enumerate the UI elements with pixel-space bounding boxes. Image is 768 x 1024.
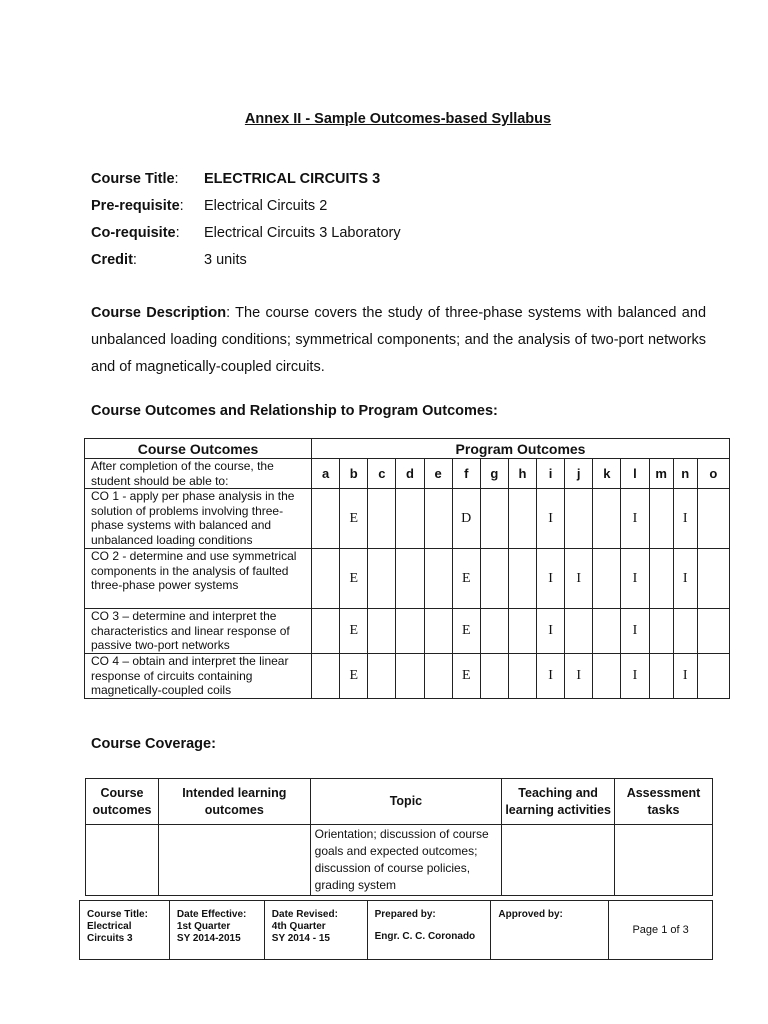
mark-cell [396, 489, 424, 549]
outcomes-intro: After completion of the course, the student should be able to: [85, 459, 312, 489]
letter-cell: c [368, 459, 396, 489]
coverage-cell [86, 825, 159, 896]
mark-cell [697, 489, 729, 549]
mark-cell [368, 549, 396, 609]
coverage-header-learning-outcomes: Intended learning outcomes [158, 779, 310, 825]
mark-cell [424, 609, 452, 654]
letter-cell: o [697, 459, 729, 489]
prerequisite-label: Pre-requisite: [91, 198, 184, 214]
course-outcome-text: CO 3 – determine and interpret the characteristics and linear response of passive two-port networks [85, 609, 312, 654]
coverage-cell [615, 825, 713, 896]
mark-cell [480, 549, 508, 609]
mark-cell [593, 549, 621, 609]
mark-cell: E [340, 489, 368, 549]
mark-cell: I [673, 489, 697, 549]
course-description-text: The course covers the study of three-phase systems with balanced and unbalanced loading conditions; symmetrical components; and the analysis of two-port networks and of magnetically-coupled circuits. [91, 305, 707, 375]
coverage-cell [502, 825, 615, 896]
mark-cell [565, 489, 593, 549]
mark-cell [424, 549, 452, 609]
outcomes-table [84, 438, 730, 699]
outcomes-heading: Course Outcomes and Relationship to Program Outcomes: [91, 403, 498, 419]
course-outcome-text: CO 4 – obtain and interpret the linear response of circuits containing magnetically-coupled coils [85, 654, 312, 699]
coverage-header-course-outcomes: Course outcomes [86, 779, 159, 825]
letter-cell: m [649, 459, 673, 489]
mark-cell [508, 609, 536, 654]
letters-row [85, 459, 730, 489]
mark-cell: I [537, 489, 565, 549]
mark-cell [697, 549, 729, 609]
table-row [85, 609, 730, 654]
mark-cell [312, 489, 340, 549]
mark-cell [673, 609, 697, 654]
course-title-label: Course Title: [91, 171, 179, 187]
coverage-topic-cell: Orientation; discussion of course goals and expected outcomes; discussion of course policies, grading system [310, 825, 502, 896]
letter-cell: e [424, 459, 452, 489]
mark-cell [424, 654, 452, 699]
letter-cell: a [312, 459, 340, 489]
letter-cell: h [508, 459, 536, 489]
mark-cell [565, 609, 593, 654]
table-row [85, 654, 730, 699]
letter-cell: n [673, 459, 697, 489]
coverage-header-activities: Teaching and learning activities [502, 779, 615, 825]
mark-cell: I [537, 654, 565, 699]
mark-cell: E [340, 609, 368, 654]
prerequisite-value: Electrical Circuits 2 [204, 198, 328, 214]
credit-label: Credit: [91, 252, 137, 268]
letter-cell: i [537, 459, 565, 489]
table-row [86, 825, 713, 896]
mark-cell [593, 654, 621, 699]
mark-cell [508, 489, 536, 549]
footer-date-revised: Date Revised: 4th Quarter SY 2014 - 15 [264, 901, 367, 960]
coverage-cell [158, 825, 310, 896]
footer-approved-by: Approved by: [491, 901, 609, 960]
mark-cell: E [452, 549, 480, 609]
mark-cell: I [621, 549, 649, 609]
footer-date-effective: Date Effective: 1st Quarter SY 2014-2015 [169, 901, 264, 960]
mark-cell [649, 549, 673, 609]
mark-cell: I [621, 609, 649, 654]
course-outcome-text: CO 2 - determine and use symmetrical components in the analysis of faulted three-phase power systems [85, 549, 312, 609]
mark-cell [312, 609, 340, 654]
mark-cell: I [565, 654, 593, 699]
mark-cell: I [537, 609, 565, 654]
mark-cell: E [340, 549, 368, 609]
corequisite-value: Electrical Circuits 3 Laboratory [204, 225, 401, 241]
mark-cell: I [621, 654, 649, 699]
mark-cell [593, 609, 621, 654]
mark-cell [396, 654, 424, 699]
coverage-table [85, 778, 713, 896]
table-row [85, 489, 730, 549]
course-outcome-text: CO 1 - apply per phase analysis in the solution of problems involving three-phase systems with balanced and unbalanced loading conditions [85, 489, 312, 549]
footer-table [79, 900, 713, 960]
annex-title: Annex II - Sample Outcomes-based Syllabus [244, 111, 552, 127]
mark-cell [508, 654, 536, 699]
mark-cell [424, 489, 452, 549]
mark-cell: I [565, 549, 593, 609]
program-outcomes-header: Program Outcomes [312, 439, 730, 459]
footer-course-title: Course Title: Electrical Circuits 3 [80, 901, 170, 960]
letter-cell: g [480, 459, 508, 489]
mark-cell: I [673, 549, 697, 609]
mark-cell [368, 609, 396, 654]
footer-prepared-by: Prepared by: Engr. C. C. Coronado [367, 901, 491, 960]
course-description-label: Course Description [91, 305, 227, 321]
mark-cell [480, 489, 508, 549]
coverage-header-assessment: Assessment tasks [615, 779, 713, 825]
mark-cell [697, 654, 729, 699]
mark-cell [368, 489, 396, 549]
letter-cell: l [621, 459, 649, 489]
coverage-header-topic: Topic [310, 779, 502, 825]
mark-cell [368, 654, 396, 699]
mark-cell [508, 549, 536, 609]
mark-cell: I [537, 549, 565, 609]
corequisite-label: Co-requisite: [91, 225, 180, 241]
mark-cell [312, 654, 340, 699]
mark-cell [396, 609, 424, 654]
page-number: Page 1 of 3 [609, 901, 713, 960]
mark-cell [480, 609, 508, 654]
course-description: Course Description: The course covers the study of three-phase systems with balanced and unbalanced loading conditions; symmetrical components; and the analysis of two-port networks and of magnetically-coupled circuits. [91, 305, 707, 375]
coverage-header-row [86, 779, 713, 825]
mark-cell [480, 654, 508, 699]
credit-value: 3 units [204, 252, 247, 268]
mark-cell [396, 549, 424, 609]
mark-cell: E [340, 654, 368, 699]
letter-cell: j [565, 459, 593, 489]
letter-cell: k [593, 459, 621, 489]
mark-cell: D [452, 489, 480, 549]
letter-cell: f [452, 459, 480, 489]
mark-cell [312, 549, 340, 609]
course-title-value: ELECTRICAL CIRCUITS 3 [204, 171, 381, 187]
mark-cell [649, 654, 673, 699]
coverage-heading: Course Coverage: [91, 736, 216, 752]
letter-cell: b [340, 459, 368, 489]
mark-cell [697, 609, 729, 654]
mark-cell: I [621, 489, 649, 549]
table-row [85, 549, 730, 609]
mark-cell: E [452, 654, 480, 699]
mark-cell: I [673, 654, 697, 699]
mark-cell [593, 489, 621, 549]
mark-cell: E [452, 609, 480, 654]
mark-cell [649, 489, 673, 549]
mark-cell [649, 609, 673, 654]
letter-cell: d [396, 459, 424, 489]
course-outcomes-header: Course Outcomes [85, 439, 312, 459]
